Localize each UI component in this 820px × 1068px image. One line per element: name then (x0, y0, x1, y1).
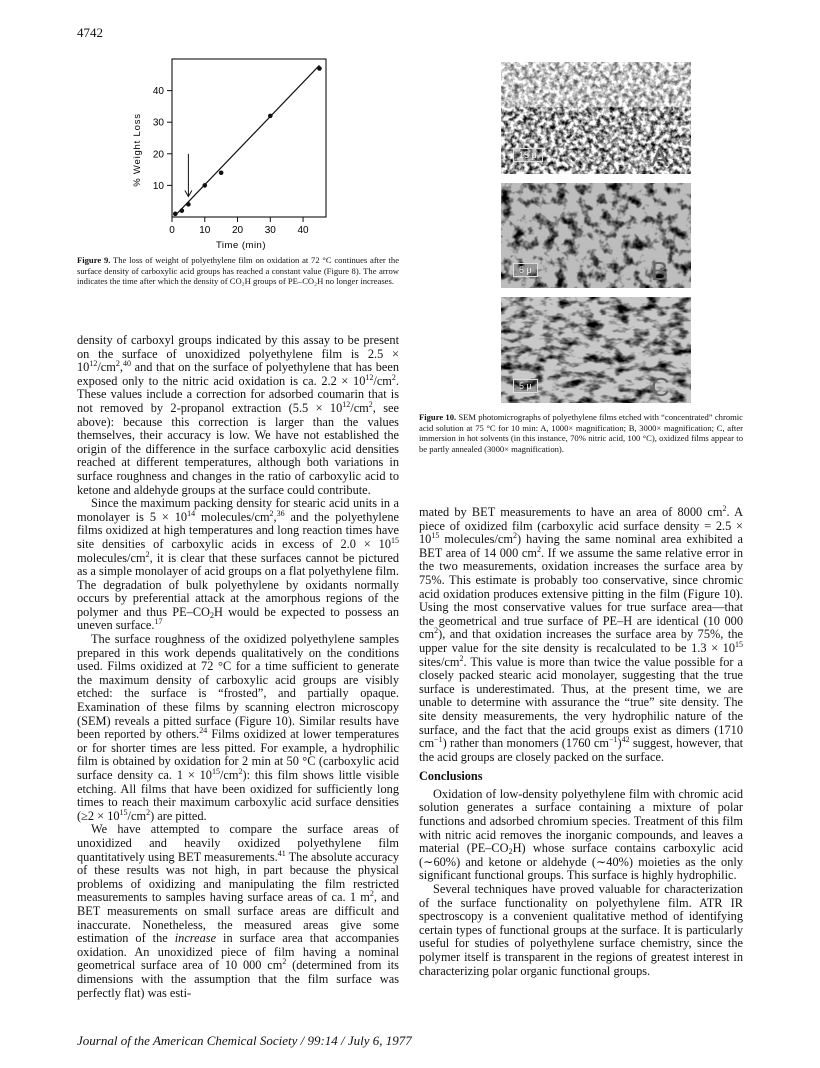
y-axis-label: % Weight Loss (132, 113, 143, 187)
y-tick-label: 40 (152, 86, 164, 98)
x-tick-label: 40 (297, 225, 309, 236)
data-point (202, 183, 207, 188)
paragraph: Several techniques have proved valuable for characterization of the surface functionality on polyethylene film. ATR IR spectroscopy is a convenient qualitative method of identifying certain types of functional groups at the surface. It is particularly useful for studies of polyethylene surface chemistry, since the polymer itself is transparent in the regions of greatest interest in characterizing polar organic functional groups. (419, 882, 743, 978)
figure-10-caption (419, 412, 743, 454)
figure-10-panel-a (501, 62, 691, 174)
figure-9-caption-text: The loss of weight of polyethylene film on oxidation at 72 °C continues after the surface density of carboxylic acid groups has reached a constant value (Figure 8). The arrow indicates the time after which the density of CO₂H groups of PE–CO₂H no longer increases. (77, 255, 400, 287)
panel-label-b: B (651, 256, 669, 286)
right-column-text (419, 506, 743, 978)
paragraph: We have attempted to compare the surface areas of unoxidized and heavily oxidized polyethylene film quantitatively using BET measurements.$^{41}$ The absolute accuracy of these results was not high, in part because the physical problems of oxidizing and manipulating the film restricted measurements to samples having surface areas of ca. 1 $m^2$, and BET measurements on small surface areas are difficult and inaccurate. Nonetheless, the measured areas give some estimation of the increase in surface area that accompanies oxidation. An unoxidized piece of film having a nominal geometrical surface area of 10 000 $cm^2$ (determined from its dimensions with the assumption that the film surface was perfectly flat) was esti- (77, 822, 399, 1000)
panel-label-a: A (651, 142, 669, 172)
x-axis-label: Time (min) (215, 240, 267, 251)
y-tick-label: 30 (152, 117, 164, 129)
fit-line (175, 65, 319, 215)
x-tick-label: 0 (169, 225, 175, 236)
scale-bar-a: 15 μ (513, 148, 543, 162)
panel-label-c: C (651, 372, 670, 402)
y-tick-label: 10 (152, 180, 164, 192)
scale-bar-b: 5 μ (513, 263, 538, 277)
data-point (173, 212, 178, 217)
conclusions-heading: Conclusions (419, 769, 483, 784)
journal-footer: Journal of the American Chemical Society / 99:14 / July 6, 1977 (77, 1033, 412, 1048)
scale-bar-c: 5 μ (513, 379, 538, 393)
left-column-text (77, 334, 399, 1000)
data-point (186, 202, 191, 207)
data-point (317, 66, 322, 71)
x-tick-label: 30 (264, 225, 276, 236)
page-number: 4742 (77, 25, 103, 40)
paragraph: density of carboxyl groups indicated by this assay to be present on the surface of unoxidized polyethylene film is $2.5 \times 10^{12}/cm^2,^{40}$ and that on the surface of polyethylene that has been exposed only to the nitric acid oxidation is ca. $2.2 \times 10^{12}/cm^2$. These values include a correction for adsorbed coumarin that is not removed by 2-propanol extraction ($5.5 \times 10^{12}/cm^2$, see above): because this correction is larger than the values themselves, their accuracy is low. We have not established the origin of the difference in the surface carboxylic acid densities reached at different temperatures, although both variations in surface roughness and changes in the ratio of carboxylic acid to ketone and aldehyde groups at the surface could contribute. (77, 333, 399, 497)
figure-9-caption-label: Figure 9. (77, 255, 111, 265)
paragraph: The surface roughness of the oxidized polyethylene samples prepared in this work depends qualitatively on the conditions used. Films oxidized at 72 °C for a time sufficient to generate the maximum density of carboxylic acid groups are visibly etched: the surface is “frosted”, and partially opaque. Examination of these films by scanning electron microscopy (SEM) reveals a pitted surface (Figure 10). Similar results have been reported by others.$^{24}$ Films oxidized at lower temperatures or for shorter times are less pitted. For example, a hydrophilic film is obtained by oxidation for 2 min at 50 °C (carboxylic acid surface density ca. $1 \times 10^{15}/cm^2$): this film shows little visible etching. All films that have been oxidized for sufficiently long times to reach their maximum carboxylic acid surface densities $(\ge 2 \times 10^{15}/cm^2)$ are pitted. (77, 632, 400, 823)
y-tick-label: 20 (152, 149, 164, 161)
x-tick-label: 20 (231, 225, 244, 236)
paragraph: Oxidation of low-density polyethylene film with chromic acid solution generates a surface containing a mixture of polar functions and adsorbed chromium species. Treatment of this film with nitric acid removes the inorganic compounds, and leaves a material $(PE-CO_2H)$ whose surface contains carboxylic acid (∼60%) and ketone or aldehyde (∼40%) moieties as the only significant functional groups. This surface is highly hydrophilic. (419, 786, 743, 883)
figure-10-panel-c (501, 297, 691, 403)
paragraph: Since the maximum packing density for stearic acid units in a monolayer is $5 \times 10^{14}$ molecules/$cm^2,^{36}$ and the polyethylene films oxidized at high temperatures and long reaction times have site densities of carboxylic acids in excess of $2.0 \times 10^{15}$ molecules/$cm^2$, it is clear that these surfaces cannot be pictured as a simple monolayer of acid groups on a flat polyethylene film. The degradation of bulk polyethylene by oxidants normally occurs by preferential attack at the amorphous regions of the polymer and thus $PE-CO_2H$ would be expected to possess an uneven surface.$^{17}$ (77, 496, 399, 633)
data-point (219, 170, 224, 175)
figure-9-chart (85, 50, 385, 255)
figure-10-caption-label: Figure 10. (419, 412, 457, 422)
figure-9-caption (77, 255, 399, 287)
data-point (268, 114, 273, 119)
data-point (180, 208, 185, 213)
paragraph: mated by BET measurements to have an area of 8000 $cm^2$. A piece of oxidized film (carboxylic acid surface density = $2.5 \times 10^{15}$ molecules/$cm^2$) having the same nominal area exhibited a BET area of 14 000 $cm^2$. If we assume the same relative error in the two measurements, oxidation increases the surface area by 75%. This estimate is probably too conservative, since chromic acid oxidation produces extensive pitting in the film (Figure 10). Using the most conservative values for true surface area—that the geometrical and true surface of PE–H are identical (10 000 $cm^2$), and that oxidation increases the surface area by 75%, the upper value for the site density is recalculated to be $1.3 \times 10^{15}$ sites/$cm^2$. This value is more than twice the value possible for a closely packed stearic acid monolayer, suggesting that the true surface is underestimated. Thus, at the present time, we are unable to determine with assurance the “true” site density. The site density measurements, the very hydrophilic nature of the surface, and the fact that the acid groups exist as dimers (1710 $cm^{-1}$) rather than monomers (1760 $cm^{-1})^{42}$ suggest, however, that the acid groups are closely packed on the surface. (419, 504, 744, 764)
x-tick-label: 10 (199, 225, 211, 236)
figure-9-plot (85, 50, 385, 255)
figure-10-panel-b (501, 183, 691, 288)
figure-10-caption-text: SEM photomicrographs of polyethylene films etched with “concentrated” chromic acid solution at 75 °C for 10 min: A, 1000× magnification; B, 3000× magnification; C, after immersion in hot solvents (in this instance, 70% nitric acid, 100 °C), oxidized films appear to be partly annealed (3000× magnification). (419, 412, 743, 454)
